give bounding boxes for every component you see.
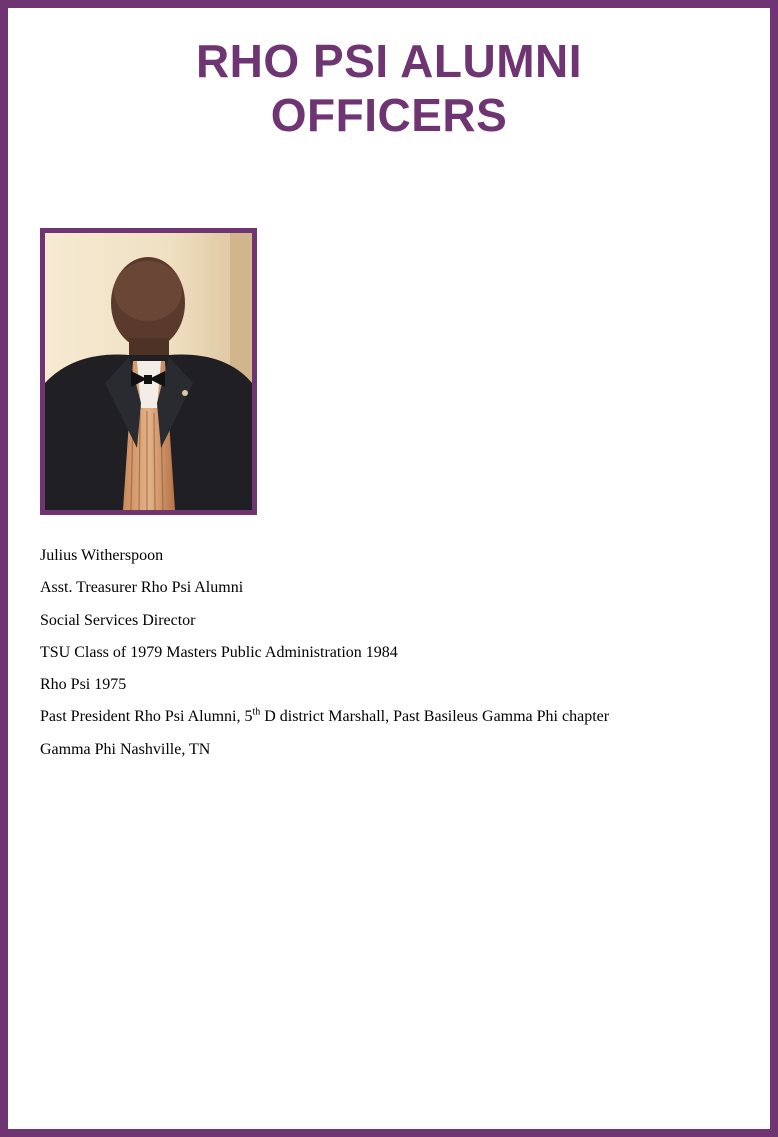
portrait-image [45,233,252,510]
past-roles-part1: Past President Rho Psi Alumni, 5 [40,708,253,726]
officer-education: TSU Class of 1979 Masters Public Administration 1984 [40,643,398,661]
officer-position: Social Services Director [40,611,196,629]
officer-name: Julius Witherspoon [40,547,164,564]
page-title [0,34,778,142]
title-line-1: RHO PSI ALUMNI [195,35,583,87]
officer-info [40,545,760,771]
officer-past-roles [40,706,760,738]
officer-initiation: Rho Psi 1975 [40,676,127,694]
past-roles-part2: D district Marshall, Past Basileus Gamma Phi chapter [260,708,610,726]
past-roles-superscript: th [252,707,261,719]
title-line-2: OFFICERS [270,89,508,141]
officer-chapter: Gamma Phi Nashville, TN [40,740,211,758]
officer-photo [40,228,257,515]
officer-role: Asst. Treasurer Rho Psi Alumni [40,579,244,597]
